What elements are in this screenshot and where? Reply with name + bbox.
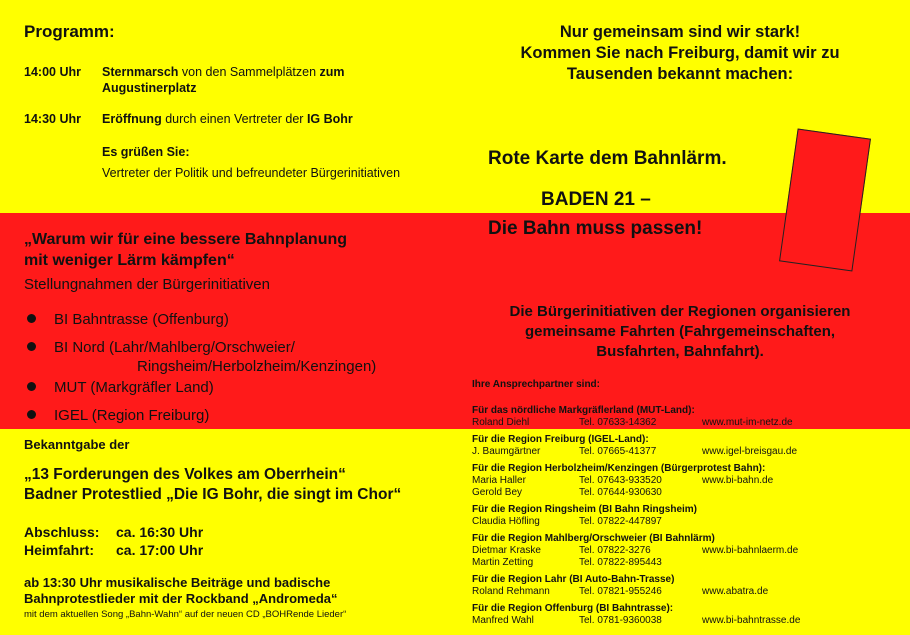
demands-title: „13 Forderungen des Volkes am Oberrhein“ — [24, 466, 346, 483]
contact-web-link[interactable]: www.bi-bahnlaerm.de — [702, 545, 799, 556]
org-line-2: gemeinsame Fahrten (Fahrgemeinschaften, — [524, 323, 836, 340]
statements-label: Stellungnahmen der Bürgerinitiativen — [24, 276, 270, 293]
contact-web-link[interactable]: www.abatra.de — [702, 586, 769, 597]
return-label: Heimfahrt: — [24, 542, 95, 558]
end-time: ca. 16:30 Uhr — [116, 524, 204, 540]
contact-web-link[interactable]: www.bi-bahn.de — [702, 475, 774, 486]
bullet-dot — [27, 382, 36, 391]
contact-web-link[interactable]: www.bi-bahntrasse.de — [702, 615, 801, 626]
schedule-item-1 — [24, 64, 444, 98]
why-line-1: „Warum wir für eine bessere Bahnplanung — [24, 231, 348, 248]
headline-line-3: Tausenden bekannt machen: — [566, 65, 794, 83]
bahn-passen-title: Die Bahn muss passen! — [488, 218, 703, 239]
contact-row: Maria Haller Tel. 07643-933520 www.bi-bahn.de — [472, 475, 774, 486]
greet-title: Es grüßen Sie: — [102, 145, 190, 159]
contact-web-link[interactable]: www.igel-breisgau.de — [702, 446, 798, 457]
why-line-2: mit weniger Lärm kämpfen“ — [24, 252, 235, 269]
program-title: Programm: — [24, 22, 115, 41]
contacts-title: Ihre Ansprechpartner sind: — [472, 379, 600, 390]
contact-row: Roland Rehmann Tel. 07821-955246 www.abatra.de — [472, 586, 769, 597]
red-card-slogan: Rote Karte dem Bahnlärm. — [488, 148, 727, 169]
announce-label: Bekanntgabe der — [24, 437, 130, 452]
contact-row: Dietmar Kraske Tel. 07822-3276 www.bi-bahnlaerm.de — [472, 545, 799, 556]
contact-row: Roland Diehl Tel. 07633-14362 www.mut-im-netz.de — [472, 417, 793, 428]
contact-region: Für die Region Lahr (BI Auto-Bahn-Trasse) — [472, 574, 675, 585]
contact-region: Für die Region Offenburg (BI Bahntrasse): — [472, 603, 674, 614]
schedule-item-2 — [24, 111, 444, 129]
contact-web-link[interactable]: www.mut-im-netz.de — [702, 417, 793, 428]
headline-line-1: Nur gemeinsam sind wir stark! — [559, 23, 801, 41]
schedule-time: 14:00 Uhr — [24, 65, 81, 79]
contact-row: J. Baumgärtner Tel. 07665-41377 www.igel-breisgau.de — [472, 446, 798, 457]
greet-text: Vertreter der Politik und befreundeter Bürgerinitiativen — [102, 166, 401, 180]
bullet-item: IGEL (Region Freiburg) — [27, 406, 447, 426]
contact-region: Für die Region Freiburg (IGEL-Land): — [472, 434, 649, 445]
bullet-item: BI Bahntrasse (Offenburg) — [27, 310, 447, 330]
baden-21-title: BADEN 21 – — [541, 189, 651, 210]
bullet-dot — [27, 410, 36, 419]
org-line-3: Busfahrten, Bahnfahrt). — [596, 343, 764, 360]
schedule-time: 14:30 Uhr — [24, 112, 81, 126]
song-title: Badner Protestlied „Die IG Bohr, die singt im Chor“ — [24, 486, 402, 503]
contact-region: Für die Region Herbolzheim/Kenzingen (Bürgerprotest Bahn): — [472, 463, 766, 474]
music-line-3: mit dem aktuellen Song „Bahn-Wahn“ auf der neuen CD „BOHRende Lieder“ — [24, 609, 347, 620]
contact-region: Für die Region Ringsheim (BI Bahn Ringsheim) — [472, 504, 698, 515]
bullet-dot — [27, 314, 36, 323]
bullet-dot — [27, 342, 36, 351]
contact-row: Claudia Höfling Tel. 07822-447897 — [472, 516, 662, 527]
music-line-1: ab 13:30 Uhr musikalische Beiträge und badische — [24, 575, 331, 590]
bullet-item: MUT (Markgräfler Land) — [27, 378, 447, 398]
bullet-item: BI Nord (Lahr/Mahlberg/Orschweier/ Ringsheim/Herbolzheim/Kenzingen) — [27, 338, 447, 378]
end-label: Abschluss: — [24, 524, 100, 540]
contacts-list — [472, 405, 902, 627]
contact-row: Gerold Bey Tel. 07644-930630 — [472, 487, 662, 498]
contact-row: Martin Zetting Tel. 07822-895443 — [472, 557, 662, 568]
schedule-text: Sternmarsch von den Sammelplätzen zum Augustinerplatz — [102, 65, 345, 95]
contact-region: Für das nördliche Markgräflerland (MUT-Land): — [472, 405, 695, 416]
org-line-1: Die Bürgerinitiativen der Regionen organisieren — [509, 303, 851, 320]
return-time: ca. 17:00 Uhr — [116, 542, 204, 558]
schedule-text: Eröffnung durch einen Vertreter der IG Bohr — [102, 112, 353, 126]
contact-row: Manfred Wahl Tel. 0781-9360038 www.bi-bahntrasse.de — [472, 615, 801, 626]
music-line-2: Bahnprotestlieder mit der Rockband „Andromeda“ — [24, 591, 338, 606]
contact-region: Für die Region Mahlberg/Orschweier (BI Bahnlärm) — [472, 533, 715, 544]
headline-line-2: Kommen Sie nach Freiburg, damit wir zu — [520, 44, 840, 62]
